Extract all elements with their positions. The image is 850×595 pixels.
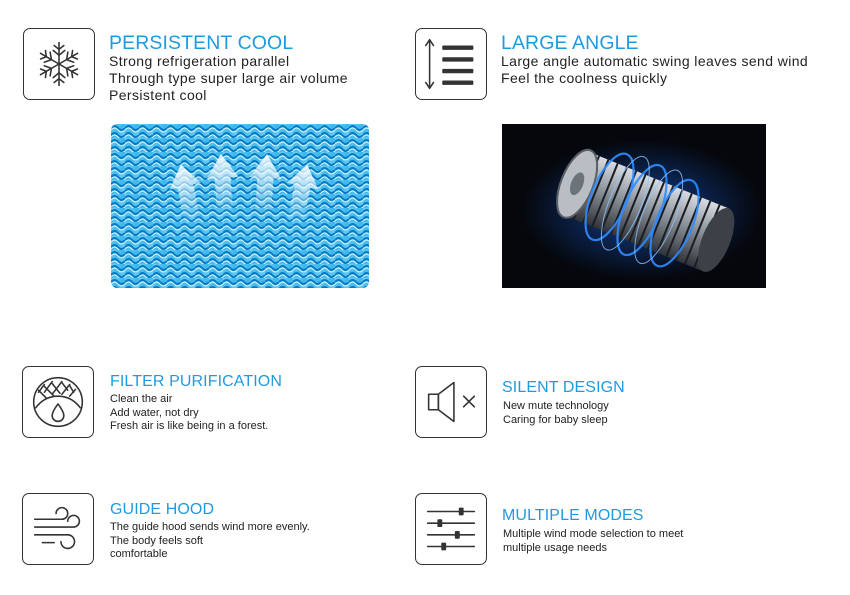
cooling-pad-image [111,124,369,288]
silent-design-line: Caring for baby sleep [503,413,608,426]
mute-speaker-icon-box [415,366,487,438]
swing-angle-icon [416,29,486,99]
feature-silent-design [415,366,775,440]
fan-rotor-illustration [502,124,766,288]
persistent-cool-line: Strong refrigeration parallel [109,53,290,69]
fan-rotor-image [502,124,766,288]
guide-hood-line: comfortable [110,548,168,560]
mute-speaker-icon [416,367,486,437]
filter-icon [23,367,93,437]
filter-icon-box [22,366,94,438]
filter-purification-text [110,393,268,434]
large-angle-text [501,53,808,87]
guide-hood-title: GUIDE HOOD [110,501,215,518]
large-angle-line: Feel the coolness quickly [501,70,668,86]
guide-hood-line: The body feels soft [110,534,203,547]
cooling-pad-illustration [111,124,369,288]
multiple-modes-text [503,528,683,555]
feature-large-angle [415,28,845,108]
guide-hood-line: The guide hood sends wind more evenly. [110,521,310,533]
filter-purification-line: Fresh air is like being in a forest. [110,420,269,432]
silent-design-line: New mute technology [503,400,609,412]
sliders-icon-box [415,493,487,565]
silent-design-title: SILENT DESIGN [502,379,625,396]
silent-design-text [503,400,609,427]
filter-purification-line: Clean the air [110,393,173,405]
multiple-modes-line: multiple usage needs [503,541,607,554]
multiple-modes-line: Multiple wind mode selection to meet [503,528,684,540]
filter-purification-title: FILTER PURIFICATION [110,373,282,390]
wind-icon [23,494,93,564]
large-angle-title: LARGE ANGLE [501,32,639,54]
large-angle-line: Large angle automatic swing leaves send wind [501,53,809,69]
snowflake-icon [24,29,94,99]
wind-icon-box [22,493,94,565]
sliders-icon [416,494,486,564]
feature-guide-hood [22,493,382,567]
feature-persistent-cool [23,28,403,108]
snowflake-icon-box [23,28,95,100]
persistent-cool-title: PERSISTENT COOL [109,32,294,54]
persistent-cool-line: Through type super large air volume [109,70,348,86]
persistent-cool-line: Persistent cool [109,87,207,103]
persistent-cool-text [109,53,348,104]
feature-filter-purification [22,366,382,440]
guide-hood-text [110,521,310,562]
filter-purification-line: Add water, not dry [110,406,199,419]
multiple-modes-title: MULTIPLE MODES [502,507,644,524]
swing-angle-icon-box [415,28,487,100]
feature-multiple-modes [415,493,775,567]
